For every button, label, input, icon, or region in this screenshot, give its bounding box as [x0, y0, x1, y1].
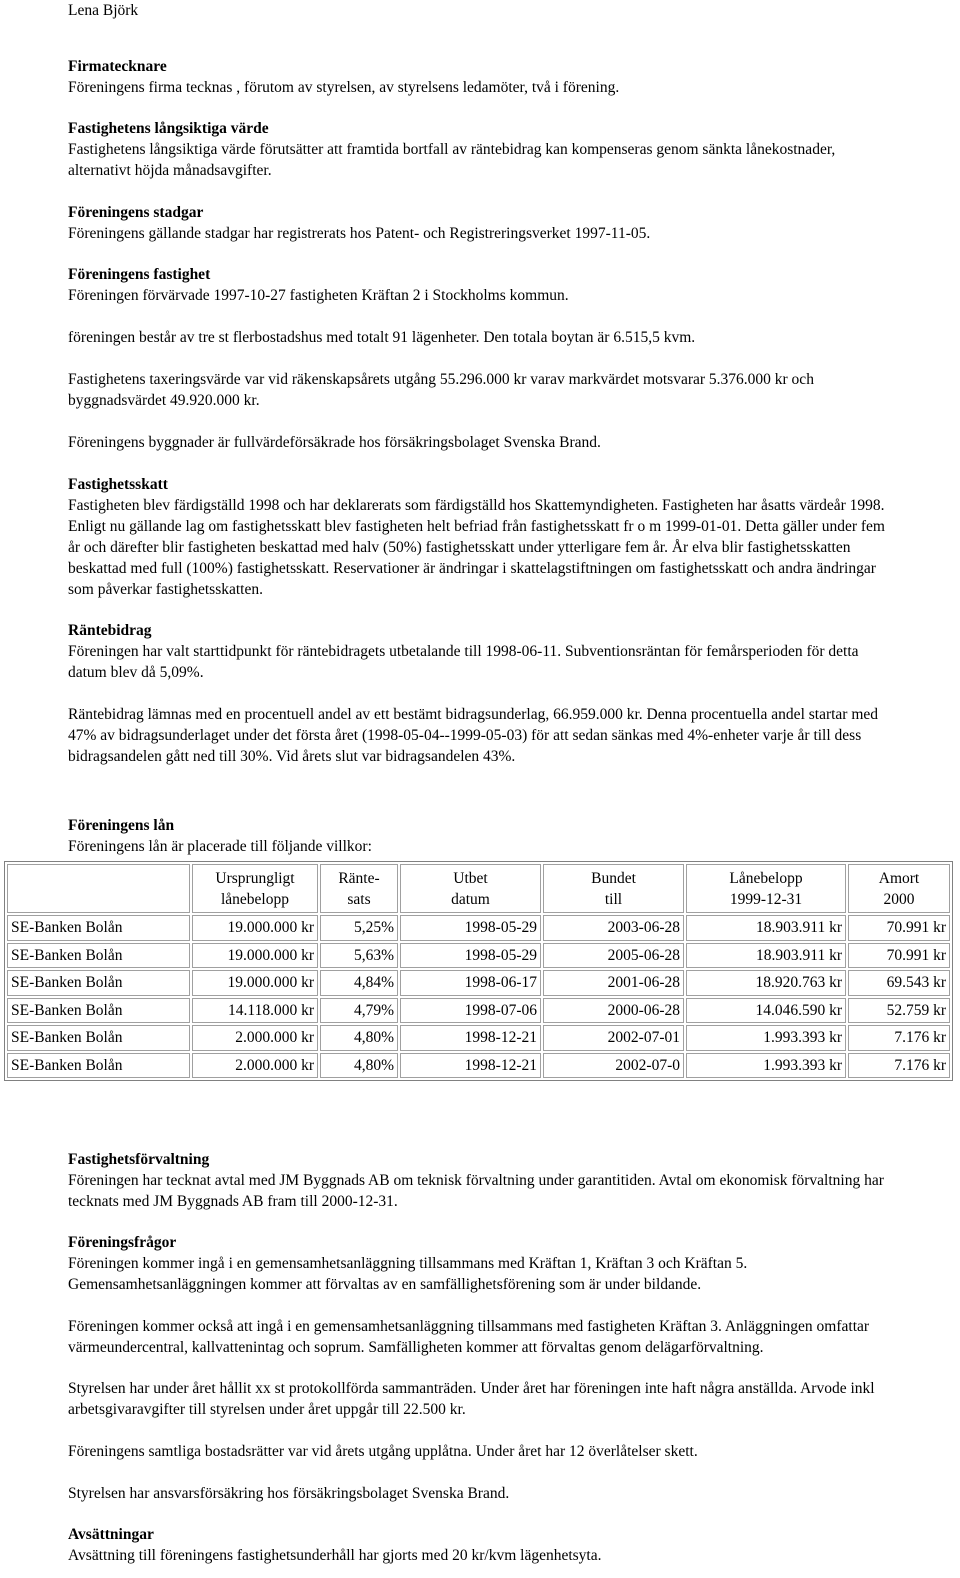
cell-fixed-until: 2000-06-28 [543, 998, 684, 1024]
property-paragraph [68, 369, 898, 411]
cell-fixed-until: 2002-07-0 [543, 1053, 684, 1079]
cell-payout-date: 1998-06-17 [400, 970, 541, 996]
cell-lender: SE-Banken Bolån [7, 915, 190, 941]
cell-original-amount: 19.000.000 kr [192, 970, 318, 996]
section-title: Räntebidrag [68, 622, 152, 639]
cell-amortization: 70.991 kr [848, 915, 950, 941]
property-paragraph [68, 432, 898, 453]
cell-lender: SE-Banken Bolån [7, 943, 190, 969]
paragraph: Föreningens firma tecknas , förutom av styrelsen, av styrelsens ledamöter, två i förening. [68, 79, 620, 96]
section-provisions [68, 1524, 898, 1566]
section-bylaws [68, 202, 898, 244]
paragraph: Föreningens byggnader är fullvärdeförsäkrade hos försäkringsbolaget Svenska Brand. [68, 434, 601, 451]
section-title: Föreningens lån [68, 817, 175, 834]
section-property-management [68, 1149, 898, 1212]
cell-interest-rate: 4,79% [320, 998, 398, 1024]
cell-interest-rate: 5,25% [320, 915, 398, 941]
section-property [68, 264, 898, 306]
paragraph: Fastigheten blev färdigställd 1998 och har deklarerats som färdigställd hos Skattemyndigheten. Fastigheten har åsatts värdeår 1998. Enligt nu gällande lag om fastighetsskatt blev fastigheten helt befriad från fastighetsskatt fr o m 1999-01-01. Detta gäller under fem år och därefter blir fastigheten beskattad med halv (50%) fastighetsskatt under ytterligare fem år. År elva blir fastighetsskatten beskattad med full (100%) fastighetsskatt. Reservationer är ändringar i skattelagstiftningen om fastighetsskatt och andra ändringar som påverkar fastighetsskatten. [68, 497, 885, 598]
cell-original-amount: 14.118.000 kr [192, 998, 318, 1024]
cell-original-amount: 19.000.000 kr [192, 915, 318, 941]
cell-interest-rate: 4,84% [320, 970, 398, 996]
section-title: Fastighetens långsiktiga värde [68, 120, 269, 137]
loan-table-header-row [7, 864, 950, 913]
cell-fixed-until: 2001-06-28 [543, 970, 684, 996]
section-association-matters [68, 1232, 898, 1295]
association-paragraph [68, 1316, 898, 1358]
section-title: Föreningens fastighet [68, 266, 211, 283]
paragraph: Styrelsen har ansvarsförsäkring hos försäkringsbolaget Svenska Brand. [68, 1485, 510, 1502]
section-title: Fastighetsskatt [68, 476, 168, 493]
paragraph: Föreningens samtliga bostadsrätter var vid årets utgång upplåtna. Under året har 12 överlåtelser skett. [68, 1443, 698, 1460]
association-paragraph [68, 1378, 898, 1420]
paragraph: Styrelsen har under året hållit xx st protokollförda sammanträden. Under året har föreningen inte haft några anställda. Arvode inkl arbetsgivaravgifter till styrelsen under året uppgår till 22.500 kr. [68, 1380, 875, 1418]
loan-table [4, 861, 953, 1081]
cell-payout-date: 1998-07-06 [400, 998, 541, 1024]
cell-fixed-until: 2002-07-01 [543, 1025, 684, 1051]
cell-lender: SE-Banken Bolån [7, 970, 190, 996]
cell-amortization: 69.543 kr [848, 970, 950, 996]
cell-loan-amount: 1.993.393 kr [686, 1025, 846, 1051]
section-loans [68, 815, 898, 857]
cell-amortization: 70.991 kr [848, 943, 950, 969]
paragraph: Fastighetens långsiktiga värde förutsätter att framtida bortfall av räntebidrag kan kompenseras genom sänkta lånekostnader, alternativt höjda månadsavgifter. [68, 141, 836, 179]
cell-amortization: 7.176 kr [848, 1025, 950, 1051]
column-header-loan-amount: Lånebelopp 1999-12-31 [686, 864, 846, 913]
paragraph: Föreningen kommer ingå i en gemensamhetsanläggning tillsammans med Kräftan 1, Kräftan 3 och Kräftan 5. Gemensamhetsanläggningen kommer att förvaltas av en samfällighetsförening som är under bildande. [68, 1255, 748, 1293]
paragraph: Räntebidrag lämnas med en procentuell andel av ett bestämt bidragsunderlag, 66.959.000 kr. Denna procentuella andel startar med 47% av bidragsunderlaget under det första året (1998-05-04--1999-05-03) för att sedan sänkas med 4%-enheter varje år till dess bidragsandelen gått ned till 30%. Vid årets slut var bidragsandelen 43%. [68, 706, 879, 765]
cell-amortization: 52.759 kr [848, 998, 950, 1024]
cell-original-amount: 2.000.000 kr [192, 1025, 318, 1051]
section-property-tax [68, 474, 898, 600]
column-header-amortization: Amort 2000 [848, 864, 950, 913]
paragraph: Föreningens lån är placerade till följande villkor: [68, 838, 372, 855]
cell-fixed-until: 2003-06-28 [543, 915, 684, 941]
cell-loan-amount: 18.903.911 kr [686, 915, 846, 941]
cell-payout-date: 1998-12-21 [400, 1025, 541, 1051]
table-row [7, 1025, 950, 1051]
cell-loan-amount: 1.993.393 kr [686, 1053, 846, 1079]
cell-payout-date: 1998-05-29 [400, 915, 541, 941]
section-title: Föreningens stadgar [68, 204, 204, 221]
section-title: Fastighetsförvaltning [68, 1151, 210, 1168]
cell-interest-rate: 4,80% [320, 1025, 398, 1051]
table-row [7, 1053, 950, 1079]
cell-lender: SE-Banken Bolån [7, 1053, 190, 1079]
paragraph: Fastighetens taxeringsvärde var vid räkenskapsårets utgång 55.296.000 kr varav markvärdet motsvarar 5.376.000 kr och byggnadsvärdet 49.920.000 kr. [68, 371, 814, 409]
subsidy-paragraph [68, 704, 898, 767]
association-paragraph [68, 1441, 898, 1462]
table-row [7, 915, 950, 941]
cell-lender: SE-Banken Bolån [7, 998, 190, 1024]
association-paragraph [68, 1483, 898, 1504]
section-long-term-value [68, 118, 898, 181]
cell-loan-amount: 18.903.911 kr [686, 943, 846, 969]
cell-fixed-until: 2005-06-28 [543, 943, 684, 969]
section-title: Avsättningar [68, 1526, 154, 1543]
table-row [7, 970, 950, 996]
section-firmatecknare [68, 56, 898, 98]
column-header-fixed-until: Bundet till [543, 864, 684, 913]
cell-payout-date: 1998-12-21 [400, 1053, 541, 1079]
paragraph: Föreningen kommer också att ingå i en gemensamhetsanläggning tillsammans med fastigheten Kräftan 3. Anläggningen omfattar värmeundercentral, kallvattenintag och soprum. Samfälligheten kommer att förvaltas genom delägarförvaltning. [68, 1318, 870, 1356]
column-header-payout-date: Utbet datum [400, 864, 541, 913]
cell-payout-date: 1998-05-29 [400, 943, 541, 969]
cell-original-amount: 2.000.000 kr [192, 1053, 318, 1079]
paragraph: föreningen består av tre st flerbostadshus med totalt 91 lägenheter. Den totala boytan är 6.515,5 kvm. [68, 329, 696, 346]
cell-amortization: 7.176 kr [848, 1053, 950, 1079]
paragraph: Föreningen förvärvade 1997-10-27 fastigheten Kräftan 2 i Stockholms kommun. [68, 287, 569, 304]
paragraph: Föreningens gällande stadgar har registrerats hos Patent- och Registreringsverket 1997-11-05. [68, 225, 651, 242]
section-interest-subsidy [68, 620, 898, 683]
cell-loan-amount: 18.920.763 kr [686, 970, 846, 996]
cell-interest-rate: 5,63% [320, 943, 398, 969]
cell-lender: SE-Banken Bolån [7, 1025, 190, 1051]
column-header-lender [7, 864, 190, 913]
cell-loan-amount: 14.046.590 kr [686, 998, 846, 1024]
paragraph: Avsättning till föreningens fastighetsunderhåll har gjorts med 20 kr/kvm lägenhetsyta. [68, 1547, 602, 1564]
property-paragraph [68, 327, 898, 348]
cell-interest-rate: 4,80% [320, 1053, 398, 1079]
paragraph: Föreningen har valt starttidpunkt för räntebidragets utbetalande till 1998-06-11. Subventionsräntan för femårsperioden för detta datum blev då 5,09%. [68, 643, 859, 681]
paragraph: Föreningen har tecknat avtal med JM Byggnads AB om teknisk förvaltning under garantitiden. Avtal om ekonomisk förvaltning har tecknats med JM Byggnads AB fram till 2000-12-31. [68, 1172, 884, 1210]
table-row [7, 943, 950, 969]
cell-original-amount: 19.000.000 kr [192, 943, 318, 969]
table-row [7, 998, 950, 1024]
column-header-interest-rate: Ränte- sats [320, 864, 398, 913]
column-header-original-amount: Ursprungligt lånebelopp [192, 864, 318, 913]
author-name: Lena Björk [68, 2, 139, 19]
loan-table-body [7, 915, 950, 1078]
section-title: Firmatecknare [68, 58, 167, 75]
section-title: Föreningsfrågor [68, 1234, 177, 1251]
